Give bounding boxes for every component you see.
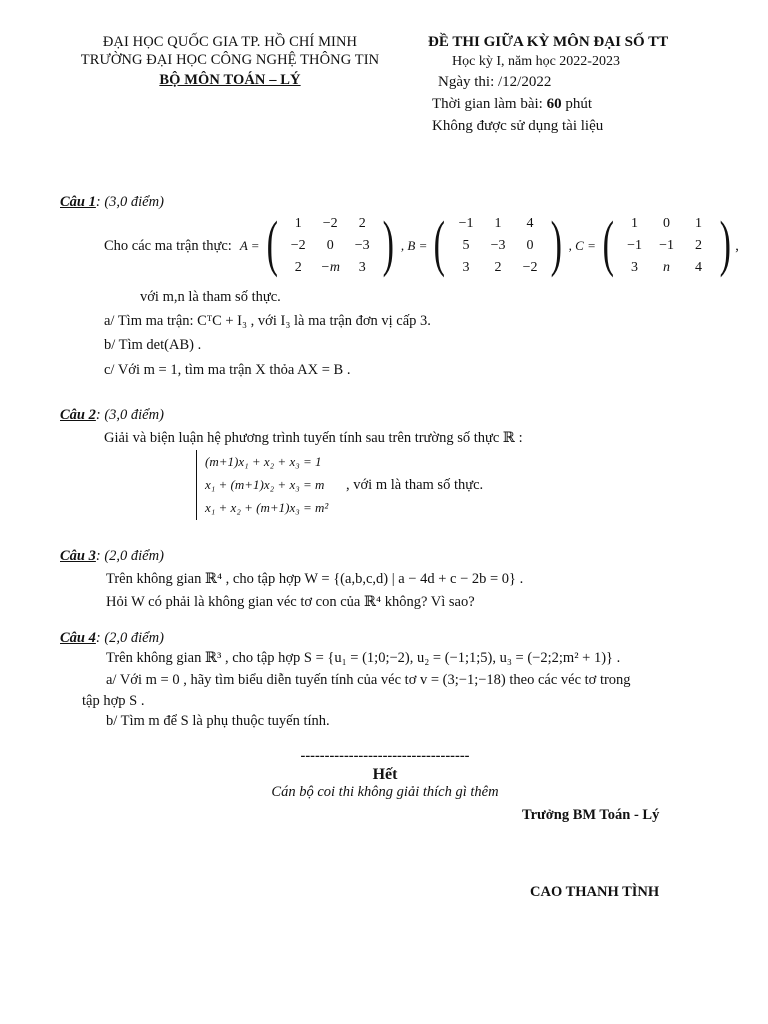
signer-title: Trưởng BM Toán - Lý (522, 807, 660, 823)
q1-part-c: c/ Với m = 1, tìm ma trận X thỏa AX = B . (104, 362, 351, 378)
q3-line-1: Trên không gian ℝ⁴ , cho tập hợp W = {(a,b,c,d) | a − 4d + c − 2b = 0} . (106, 571, 524, 587)
signer-name: CAO THANH TÌNH (530, 884, 660, 900)
end-label: Hết (372, 766, 398, 783)
q1-title: Câu 1 (60, 194, 96, 210)
matrix-c-cell: 2 (695, 238, 703, 253)
matrix-c-cell: n (663, 260, 671, 275)
matrix-a-cell: 0 (326, 238, 334, 253)
matrix-c-cell: 1 (631, 216, 639, 231)
q4-part-a-2: tập hợp S . (82, 693, 145, 709)
matrix-c-end: , (735, 237, 739, 254)
q3-title: Câu 3 (60, 548, 96, 564)
equation-2: x₁ + (m+1)x₂ + x₃ = m (205, 477, 325, 492)
matrix-c-cell: 3 (631, 260, 639, 275)
matrix-c-cell: 4 (695, 260, 703, 275)
end-divider: ----------------------------------- (300, 748, 470, 764)
q1-heading (60, 194, 164, 211)
matrix-a-cell: −m (320, 260, 341, 275)
duration-suffix: phút (561, 96, 592, 112)
matrix-c-grid (619, 213, 715, 279)
q2-intro: Giải và biện luận hệ phương trình tuyến tính sau trên trường số thực ℝ : (104, 430, 523, 446)
q4-heading (60, 630, 164, 647)
exam-duration (432, 96, 592, 113)
q4-line-1: Trên không gian ℝ³ , cho tập hợp S = {u₁ = (1;0;−2), u₂ = (−1;1;5), u₃ = (−2;2;m² + 1)} . (106, 650, 621, 666)
exam-date: Ngày thi: /12/2022 (438, 74, 552, 90)
q3-points: : (2,0 điểm) (95, 548, 164, 564)
q1-intro: Cho các ma trận thực: (104, 237, 232, 254)
right-paren-icon: ) (719, 210, 731, 278)
q1-points: : (3,0 điểm) (95, 194, 164, 210)
matrix-a-cell: −3 (354, 238, 370, 253)
duration-value: 60 (546, 96, 562, 112)
matrix-b-cell: 5 (462, 238, 470, 253)
no-materials-note: Không được sử dụng tài liệu (432, 118, 604, 134)
department-name-text: BỘ MÔN TOÁN – LÝ (159, 72, 301, 88)
matrix-b-cell: −3 (490, 238, 506, 253)
university-name: ĐẠI HỌC QUỐC GIA TP. HỒ CHÍ MINH (102, 34, 358, 50)
duration-prefix: Thời gian làm bài: (432, 96, 547, 112)
matrix-a-cell: −2 (322, 216, 338, 231)
matrix-a-label: A = (239, 238, 260, 253)
q3-line-2: Hỏi W có phải là không gian véc tơ con của ℝ⁴ không? Vì sao? (106, 594, 475, 610)
q1-params: với m,n là tham số thực. (140, 289, 281, 305)
q1-matrices (104, 210, 739, 279)
semester-line: Học kỳ I, năm học 2022-2023 (452, 54, 620, 69)
q4-points: : (2,0 điểm) (95, 630, 164, 646)
matrix-b-cell: 2 (494, 260, 502, 275)
matrix-b-cell: 0 (526, 238, 534, 253)
exam-title: ĐỀ THI GIỮA KỲ MÔN ĐẠI SỐ TT (428, 34, 669, 50)
proctor-note: Cán bộ coi thi không giải thích gì thêm (271, 784, 499, 800)
matrix-c-cell: −1 (627, 238, 642, 253)
left-paren-icon: ( (602, 210, 614, 278)
matrix-b-label: , B = (400, 238, 428, 253)
q2-title: Câu 2 (60, 407, 96, 423)
q3-heading (60, 548, 164, 565)
matrix-b-cell: 4 (526, 216, 534, 231)
matrix-a-cell: 2 (294, 260, 302, 275)
equation-1: (m+1)x₁ + x₂ + x₃ = 1 (205, 454, 322, 469)
q4-part-b: b/ Tìm m để S là phụ thuộc tuyến tính. (106, 713, 330, 729)
matrix-a-cell: 2 (358, 216, 366, 231)
left-paren-icon: ( (434, 210, 446, 278)
matrix-b-cell: 3 (462, 260, 470, 275)
equation-system (196, 450, 328, 520)
q4-part-a-1: a/ Với m = 0 , hãy tìm biểu diễn tuyến tính của véc tơ v = (3;−1;−18) theo các véc tơ trong (106, 672, 631, 688)
q1-part-a: a/ Tìm ma trận: CᵀC + I₃ , với I₃ là ma trận đơn vị cấp 3. (104, 313, 431, 329)
left-paren-icon: ( (266, 210, 278, 278)
right-paren-icon: ) (550, 210, 563, 278)
matrix-b-cell: 1 (494, 216, 502, 231)
matrix-c-cell: 1 (695, 216, 703, 231)
equation-3: x₁ + x₂ + (m+1)x₃ = m² (205, 500, 329, 515)
matrix-a-cell: −2 (290, 238, 306, 253)
q2-tail: , với m là tham số thực. (346, 477, 484, 493)
matrix-c-label: , C = (568, 238, 596, 253)
q1-part-b: b/ Tìm det(AB) . (104, 337, 202, 353)
matrix-a-cell: 3 (358, 260, 366, 275)
matrix-b-cell: −2 (522, 260, 538, 275)
school-name: TRƯỜNG ĐẠI HỌC CÔNG NGHỆ THÔNG TIN (80, 52, 380, 68)
q2-points: : (3,0 điểm) (95, 407, 164, 423)
matrix-a-cell: 1 (294, 216, 302, 231)
matrix-a (262, 210, 399, 279)
matrix-b-cell: −1 (458, 216, 474, 231)
matrix-c-cell: 0 (663, 216, 671, 231)
q2-heading (60, 407, 164, 424)
matrix-c (598, 210, 735, 279)
matrix-c-cell: −1 (659, 238, 674, 253)
matrix-b (429, 210, 566, 279)
q4-title: Câu 4 (60, 630, 96, 646)
right-paren-icon: ) (382, 210, 395, 278)
department-name (60, 72, 400, 89)
matrix-a-grid (282, 213, 378, 279)
matrix-b-grid (450, 213, 546, 279)
